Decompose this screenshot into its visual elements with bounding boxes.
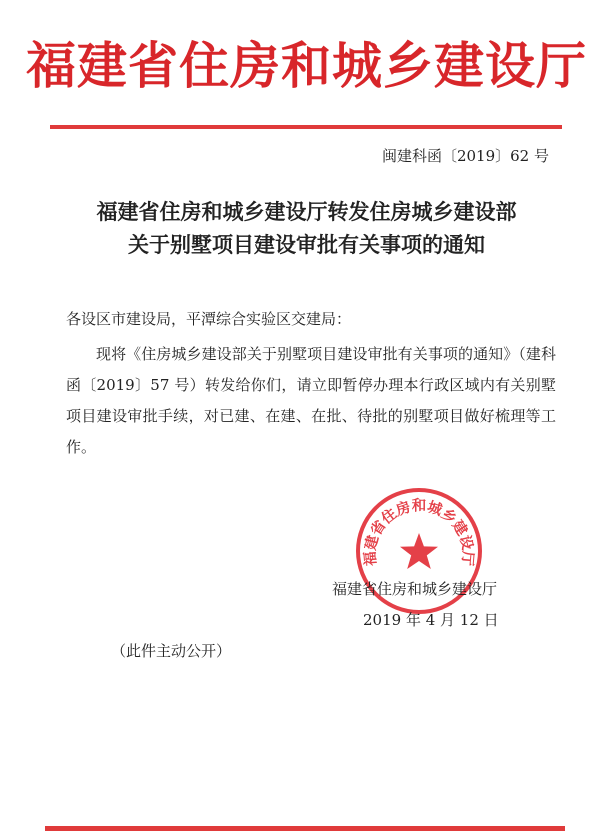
disclosure-note: （此件主动公开） xyxy=(111,642,232,660)
star-icon xyxy=(400,533,438,569)
title-line-2: 关于别墅项目建设审批有关事项的通知 xyxy=(128,233,485,257)
body-paragraph: 现将《住房城乡建设部关于别墅项目建设审批有关事项的通知》（建科函〔2019〕57 号）转发给你们，请立即暂停办理本行政区域内有关别墅项目建设审批手续，对已建、在建、在批、待批的别墅项目做好梳理等工作。 xyxy=(66,345,556,456)
document-number: 闽建科函〔2019〕62 号 xyxy=(381,147,549,165)
seal-text-path: 福建省住房和城乡建设厅 xyxy=(362,498,476,567)
addressee: 各设区市建设局，平潭综合实验区交建局： xyxy=(66,310,352,328)
issuer-name: 福建省住房和城乡建设厅 xyxy=(332,580,498,598)
footer-divider xyxy=(45,826,565,831)
title-line-1: 福建省住房和城乡建设厅转发住房城乡建设部 xyxy=(96,200,517,224)
issue-date: 2019 年 4 月 12 日 xyxy=(363,611,499,629)
document-title xyxy=(40,196,573,262)
masthead-divider xyxy=(50,125,562,129)
masthead-title: 福建省住房和城乡建设厅 xyxy=(26,37,587,95)
